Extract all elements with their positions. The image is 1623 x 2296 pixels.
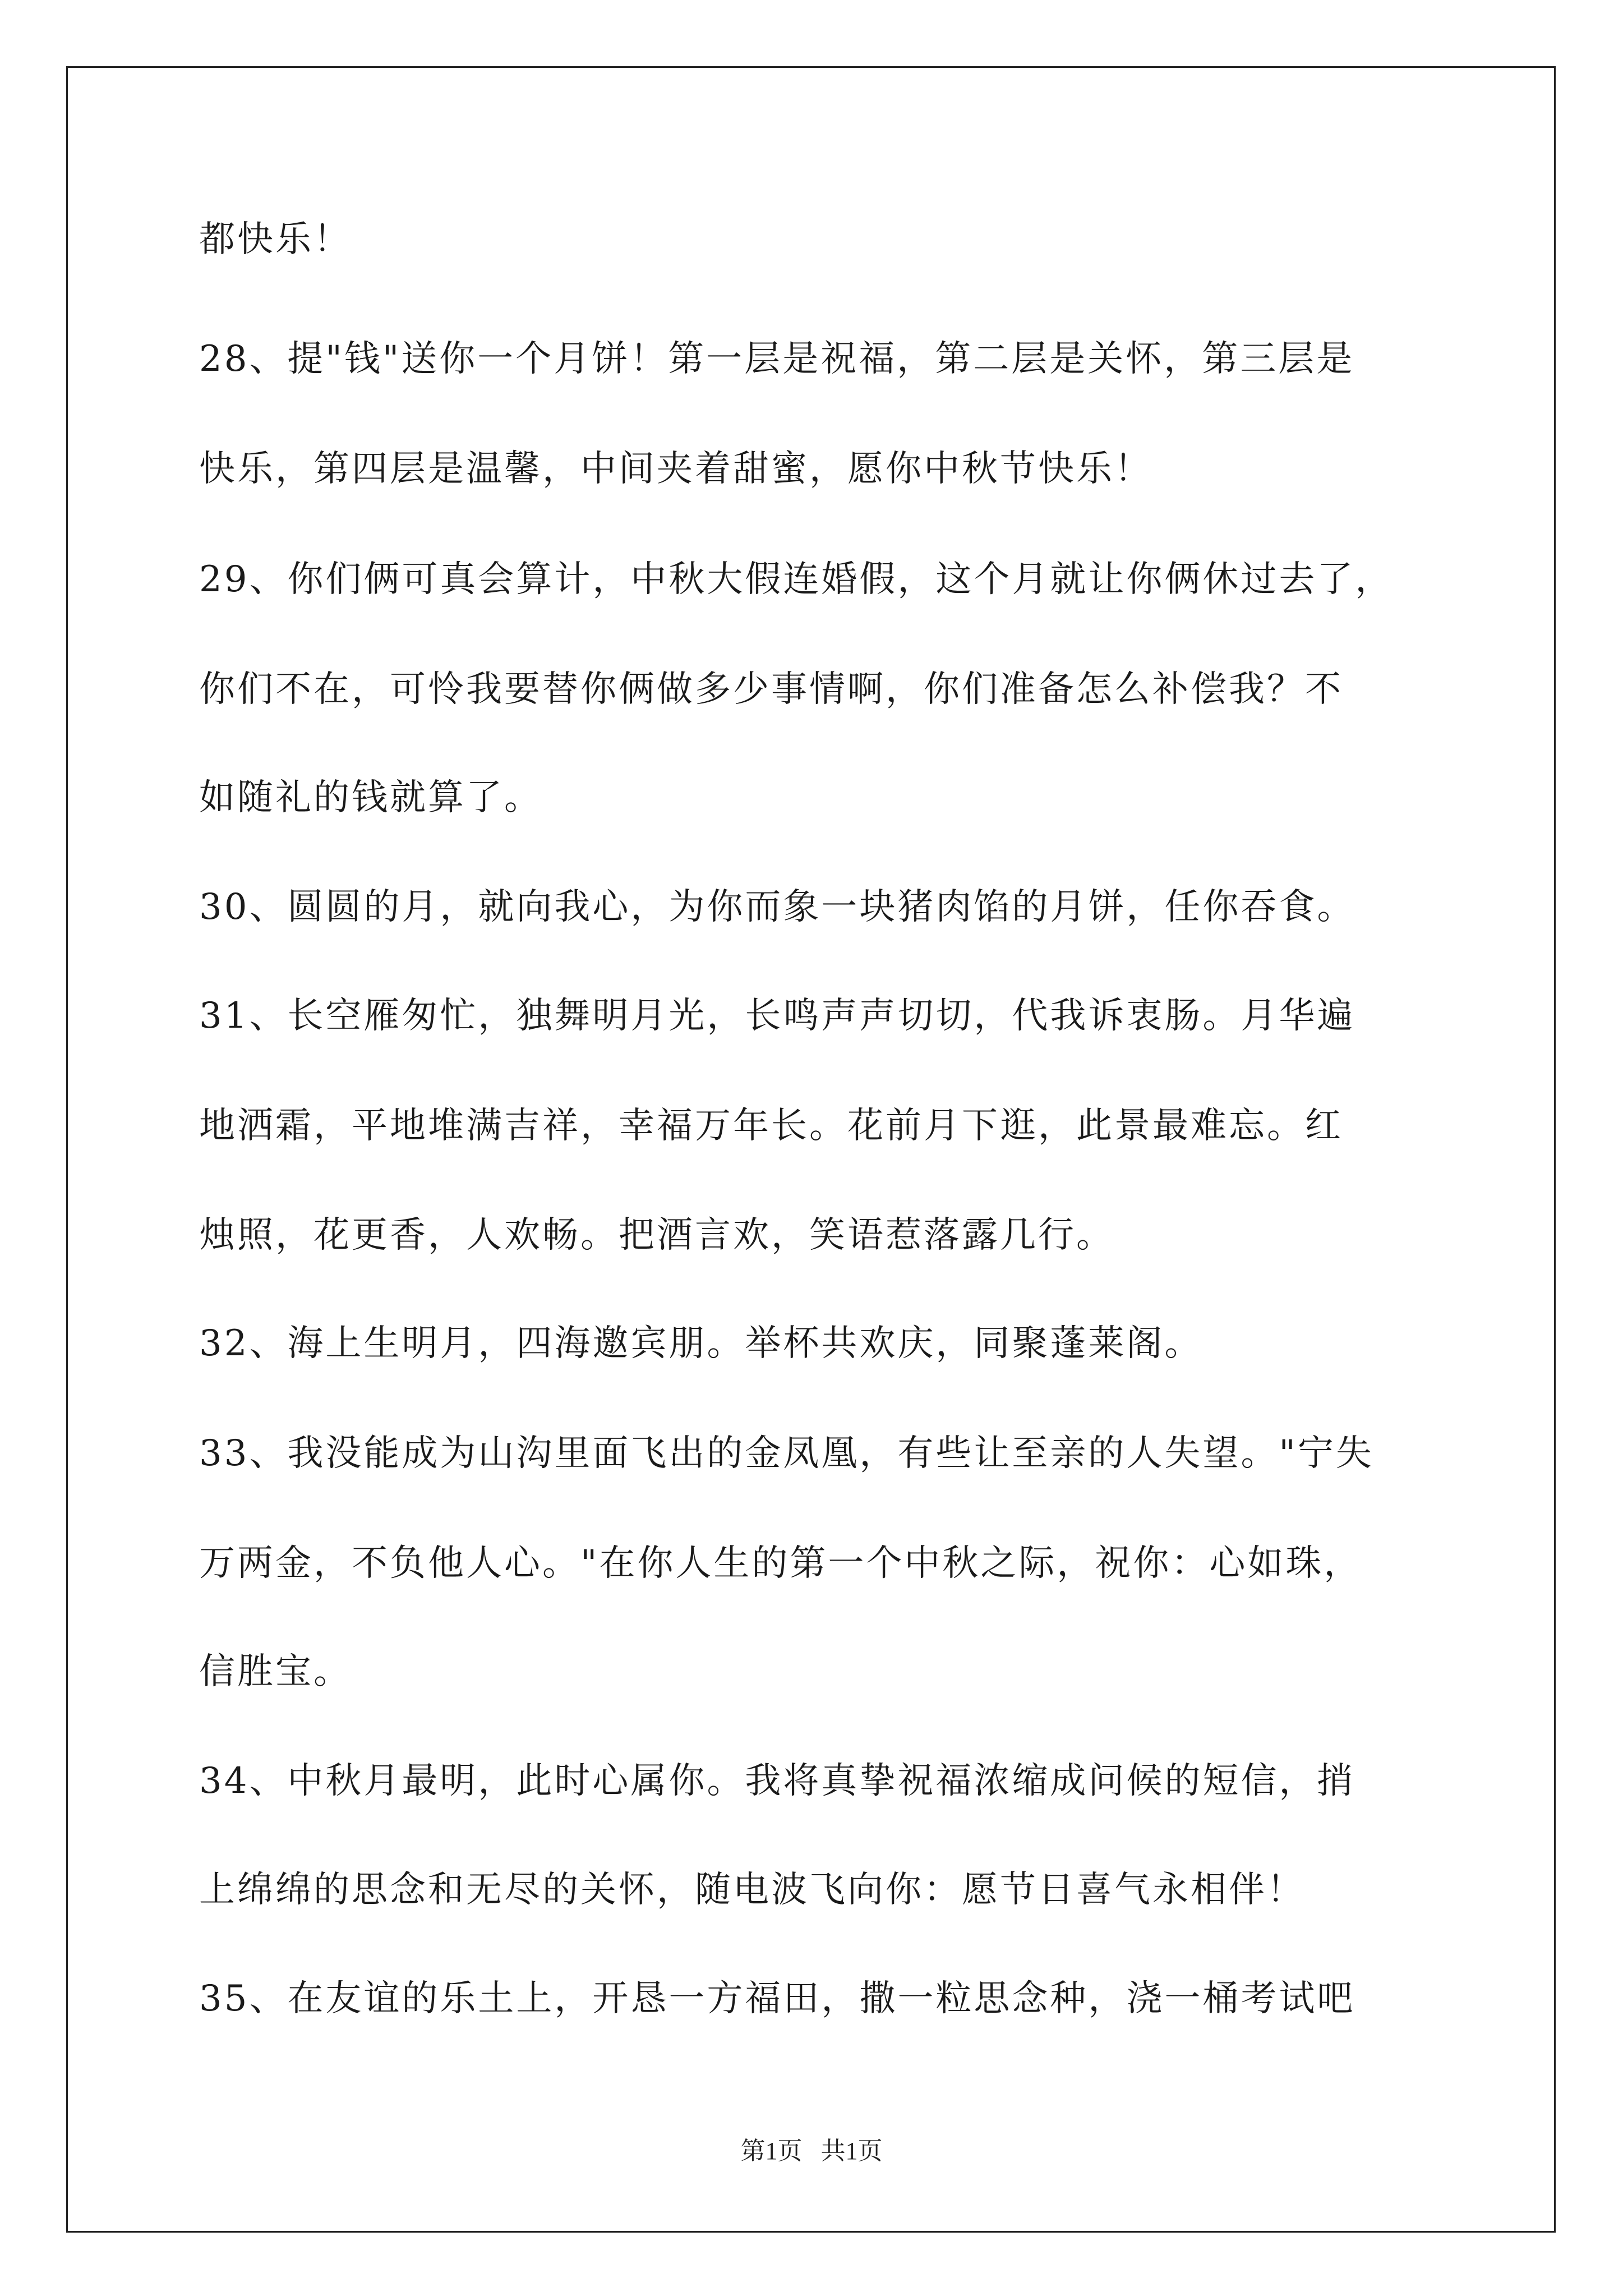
text-line: 30、圆圆的月，就向我心，为你而象一块猪肉馅的月饼，任你吞食。: [199, 886, 1355, 928]
text-line: 万两金，不负他人心。"在你人生的第一个中秋之际，祝你：心如珠，: [199, 1543, 1362, 1584]
text-line: 上绵绵的思念和无尽的关怀，随电波飞向你：愿节日喜气永相伴！: [199, 1869, 1305, 1911]
text-line: 地洒霜，平地堆满吉祥，幸福万年长。花前月下逛，此景最难忘。红: [199, 1105, 1343, 1147]
text-line: 快乐，第四层是温馨，中间夹着甜蜜，愿你中秋节快乐！: [199, 448, 1152, 490]
text-line: 如随礼的钱就算了。: [199, 777, 542, 818]
text-line: 烛照，花更香，人欢畅。把酒言欢，笑语惹落露几行。: [199, 1214, 1114, 1256]
text-line: 35、在友谊的乐土上，开恳一方福田，撒一粒思念种，浇一桶考试吧: [199, 1978, 1355, 2019]
text-line: 28、提"钱"送你一个月饼！第一层是祝福，第二层是关怀，第三层是: [199, 338, 1355, 380]
text-line: 34、中秋月最明，此时心属你。我将真挚祝福浓缩成问候的短信，捎: [199, 1760, 1355, 1802]
text-line: 33、我没能成为山沟里面飞出的金凤凰，有些让至亲的人失望。"宁失: [199, 1433, 1374, 1474]
page-footer: [0, 2134, 1623, 2168]
text-line: 31、长空雁匆忙，独舞明月光，长鸣声声切切，代我诉衷肠。月华遍: [199, 995, 1355, 1037]
text-line: 信胜宝。: [199, 1651, 352, 1692]
text-line: 29、你们俩可真会算计，中秋大假连婚假，这个月就让你俩休过去了，: [199, 559, 1394, 600]
text-line: 32、海上生明月，四海邀宾朋。举杯共欢庆，同聚蓬莱阁。: [199, 1323, 1203, 1364]
text-line: 你们不在，可怜我要替你俩做多少事情啊，你们准备怎么补偿我？不: [199, 669, 1343, 710]
page-number: 第1页 共1页: [740, 2137, 883, 2165]
text-line: 都快乐！: [199, 219, 352, 260]
